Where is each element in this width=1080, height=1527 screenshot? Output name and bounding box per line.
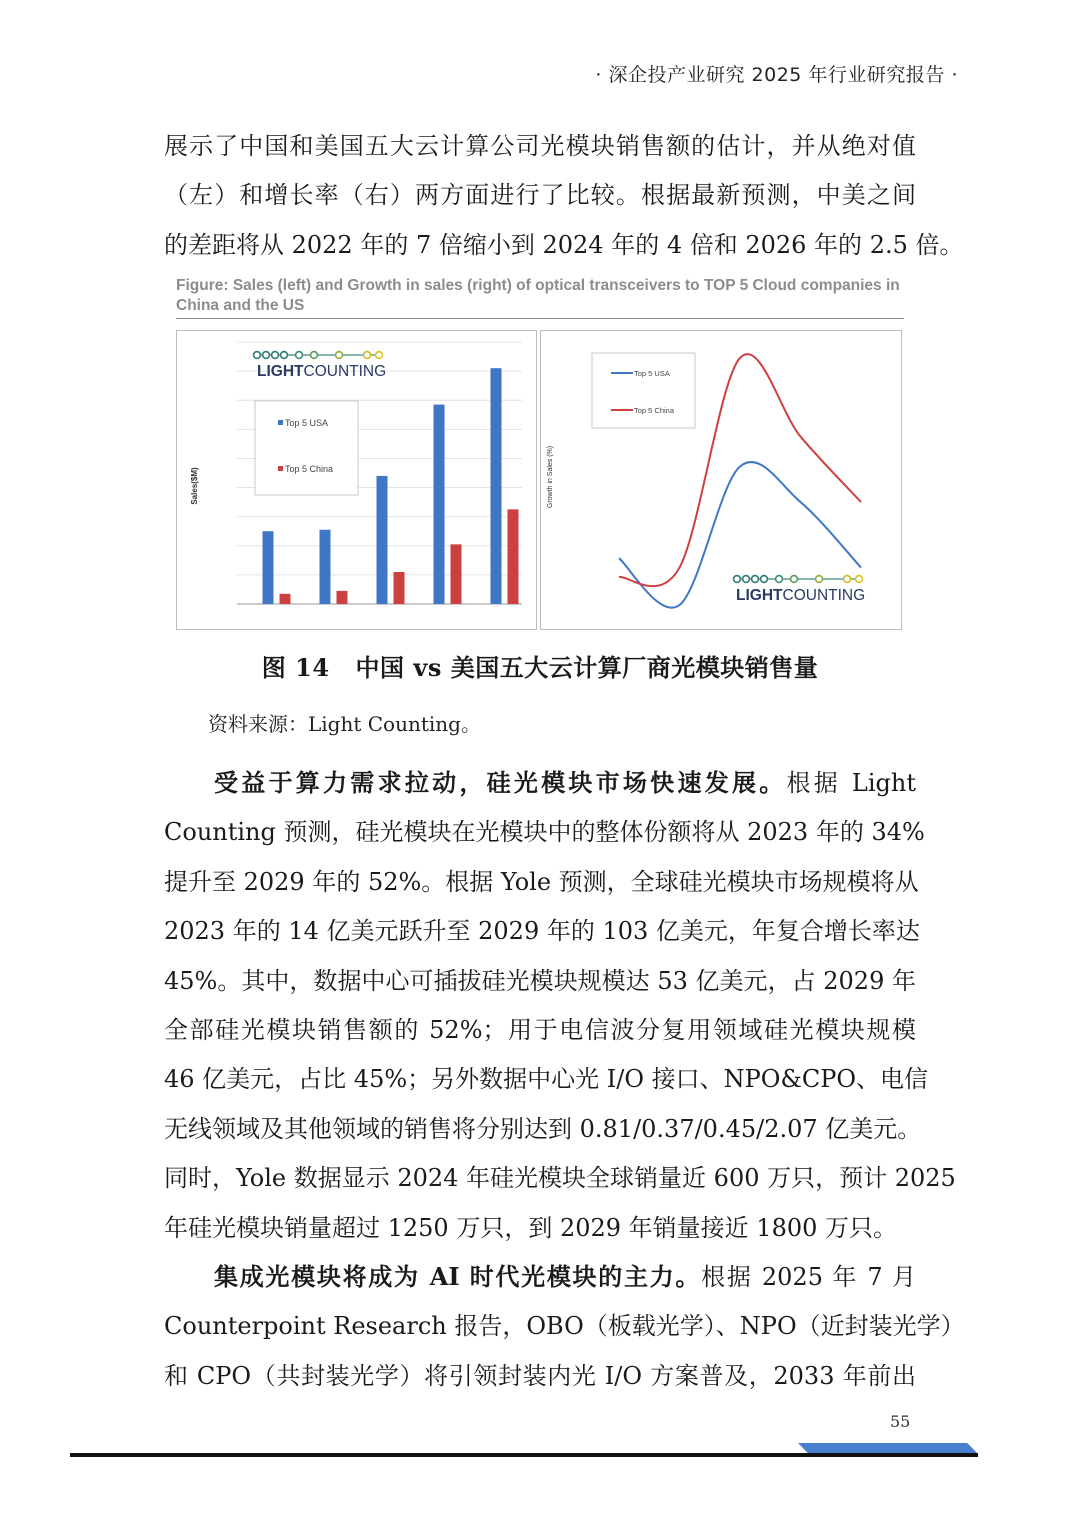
body-line: Counterpoint Research 报告，OBO（板载光学）、NPO（近封装光学） bbox=[164, 1312, 965, 1341]
figure-caption bbox=[0, 648, 1080, 683]
sales-bar-chart bbox=[176, 330, 537, 630]
logo-text-bold: LIGHT bbox=[736, 587, 783, 604]
logo-dot bbox=[364, 352, 371, 359]
body-line: 和 CPO（共封装光学）将引领封装内光 I/O 方案普及，2033 年前出 bbox=[164, 1361, 916, 1390]
body-line bbox=[164, 1252, 916, 1302]
body-line: 年硅光模块销量超过 1250 万只，到 2029 年销量接近 1800 万只。 bbox=[164, 1213, 898, 1242]
bar-china-2025 bbox=[451, 544, 462, 604]
figure-caption-text: 中国 vs 美国五大云计算厂商光模块销售量 bbox=[355, 653, 819, 682]
logo-dot bbox=[272, 352, 279, 359]
paragraph-lead: 受益于算力需求拉动，硅光模块市场快速发展。 bbox=[214, 768, 787, 797]
bar-usa-2023 bbox=[320, 530, 331, 604]
bar-china-2023 bbox=[337, 591, 348, 604]
sales-bar-chart-svg bbox=[177, 331, 536, 629]
footer-rule bbox=[70, 1453, 978, 1457]
bar-usa-2026 bbox=[491, 368, 502, 604]
body-line: 无线领域及其他领域的销售将分别达到 0.81/0.37/0.45/2.07 亿美元。 bbox=[164, 1114, 922, 1143]
logo-dot bbox=[752, 576, 759, 583]
legend-label-china: Top 5 China bbox=[634, 406, 675, 415]
body-line: 全部硅光模块销售额的 52%；用于电信波分复用领域硅光模块规模 bbox=[164, 1016, 916, 1045]
intro-line: 展示了中国和美国五大云计算公司光模块销售额的估计，并从绝对值 bbox=[164, 132, 916, 160]
logo-dot bbox=[254, 352, 261, 359]
logo-dot bbox=[376, 352, 383, 359]
bar-usa-2022 bbox=[263, 531, 274, 604]
logo-dot bbox=[816, 576, 823, 583]
body-line bbox=[164, 758, 916, 808]
legend-box bbox=[255, 401, 358, 495]
figure-number: 图 14 bbox=[261, 653, 330, 682]
legend-label-usa: Top 5 USA bbox=[634, 369, 670, 378]
body-paragraph-2 bbox=[164, 1252, 965, 1401]
growth-line-chart bbox=[540, 330, 902, 630]
logo-dot bbox=[743, 576, 750, 583]
running-header: · 深企投产业研究 2025 年行业研究报告 · bbox=[595, 64, 958, 86]
logo-dot bbox=[761, 576, 768, 583]
page-number: 55 bbox=[890, 1412, 911, 1431]
legend-swatch-usa bbox=[278, 420, 283, 425]
logo-dot bbox=[856, 576, 863, 583]
bar-china-2024 bbox=[394, 572, 405, 604]
legend-label-usa: Top 5 USA bbox=[285, 418, 329, 428]
figure-title bbox=[176, 276, 904, 319]
bar-usa-2025 bbox=[434, 405, 445, 604]
body-line: 同时，Yole 数据显示 2024 年硅光模块全球销量近 600 万只，预计 2025 bbox=[164, 1164, 956, 1193]
logo-dot bbox=[791, 576, 798, 583]
logo-text-light: COUNTING bbox=[782, 587, 866, 604]
logo-text bbox=[736, 587, 865, 604]
intro-line: 的差距将从 2022 年的 7 倍缩小到 2024 年的 4 倍和 2026 年的 2.5 倍。 bbox=[164, 230, 964, 259]
figure-source: 资料来源：Light Counting。 bbox=[208, 712, 481, 736]
logo-dot bbox=[776, 576, 783, 583]
bar-usa-2024 bbox=[377, 476, 388, 604]
body-paragraph-1 bbox=[164, 758, 956, 1253]
legend-swatch-china bbox=[278, 466, 283, 471]
logo-dot bbox=[844, 576, 851, 583]
legend-label-china: Top 5 China bbox=[285, 464, 334, 474]
body-line: 提升至 2029 年的 52%。根据 Yole 预测，全球硅光模块市场规模将从 bbox=[164, 867, 919, 896]
logo-dot bbox=[734, 576, 741, 583]
growth-line-chart-svg bbox=[541, 331, 901, 629]
intro-paragraph bbox=[164, 122, 964, 270]
bar-china-2026 bbox=[508, 509, 519, 604]
figure-title-line: Figure: Sales (left) and Growth in sales (right) of optical transceivers to TOP 5 Cloud companies in bbox=[176, 277, 900, 294]
lightcounting-logo bbox=[254, 352, 387, 380]
body-line: 45%。其中，数据中心可插拔硅光模块规模达 53 亿美元，占 2029 年 bbox=[164, 966, 916, 995]
body-line: Counting 预测，硅光模块在光模块中的整体份额将从 2023 年的 34% bbox=[164, 818, 925, 847]
legend-box bbox=[592, 353, 695, 428]
logo-text bbox=[257, 363, 386, 380]
figure-title-line: China and the US bbox=[176, 297, 305, 314]
body-line: 46 亿美元，占比 45%；另外数据中心光 I/O 接口、NPO&CPO、电信 bbox=[164, 1065, 929, 1094]
paragraph-lead: 集成光模块将成为 AI 时代光模块的主力。 bbox=[214, 1262, 702, 1291]
logo-dot bbox=[281, 352, 288, 359]
y-axis-label: Growth in Sales (%) bbox=[547, 445, 554, 509]
logo-text-light: COUNTING bbox=[303, 363, 387, 380]
intro-line: （左）和增长率（右）两方面进行了比较。根据最新预测，中美之间 bbox=[164, 181, 916, 210]
bar-china-2022 bbox=[280, 594, 291, 604]
logo-dot bbox=[296, 352, 303, 359]
body-line-text: 根据 2025 年 7 月 bbox=[701, 1263, 916, 1291]
logo-dot bbox=[263, 352, 270, 359]
logo-text-bold: LIGHT bbox=[257, 363, 304, 380]
logo-dot bbox=[336, 352, 343, 359]
y-axis-label: Sales($M) bbox=[190, 467, 199, 505]
body-line: 2023 年的 14 亿美元跃升至 2029 年的 103 亿美元，年复合增长率达 bbox=[164, 917, 920, 946]
lightcounting-logo bbox=[734, 576, 866, 604]
logo-dot bbox=[311, 352, 318, 359]
body-line-text: 根据 Light bbox=[786, 769, 916, 797]
